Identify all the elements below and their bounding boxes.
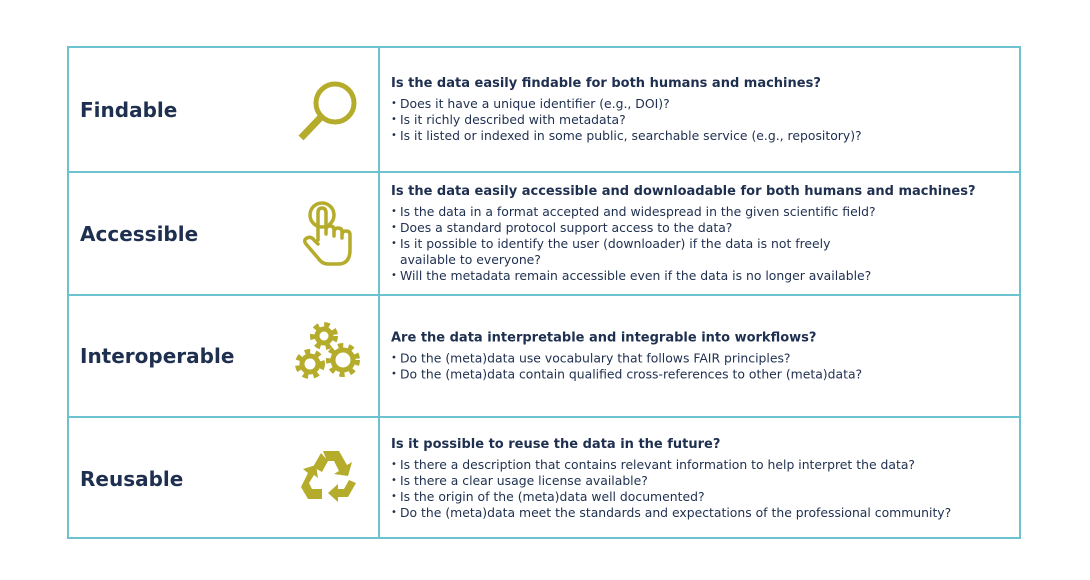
column-divider [378,48,380,171]
principle-content [391,75,1009,145]
recycle-icon [294,443,366,515]
criteria-item: • Do the (meta)data contain qualified cross-references to other (meta)data? [391,367,1009,383]
principle-name-reusable: Reusable [80,466,184,491]
criteria-list [391,350,1009,382]
gears-icon [294,320,366,392]
findable-row [69,48,1019,171]
principle-question: Is it possible to reuse the data in the future? [391,436,721,452]
principle-question: Are the data interpretable and integrable into workflows? [391,330,817,346]
criteria-item: • Is there a description that contains relevant information to help interpret the data? [391,457,1009,473]
interoperable-row [69,294,1019,416]
accessible-row [69,171,1019,294]
criteria-item: • Is the origin of the (meta)data well documented? [391,489,1009,505]
principle-content [391,436,1009,522]
principle-question: Is the data easily accessible and downloadable for both humans and machines? [391,183,976,199]
principle-content [391,329,1009,382]
criteria-item: • Is the data in a format accepted and widespread in the given scientific field? [391,203,1009,219]
criteria-item: • Do the (meta)data meet the standards and expectations of the professional community? [391,505,1009,521]
principle-name-findable: Findable [80,97,178,122]
criteria-item: • Do the (meta)data use vocabulary that follows FAIR principles? [391,350,1009,366]
column-divider [378,173,380,294]
magnifying-glass-icon [294,74,366,146]
criteria-item: • Will the metadata remain accessible even if the data is no longer available? [391,268,1009,284]
criteria-item: • Is it richly described with metadata? [391,112,1009,128]
principle-content [391,182,1009,284]
fair-principles-table [67,46,1021,539]
criteria-item: • Is there a clear usage license available? [391,473,1009,489]
criteria-list [391,457,1009,522]
column-divider [378,296,380,416]
pointing-hand-icon [294,198,366,270]
principle-name-accessible: Accessible [80,221,199,246]
column-divider [378,418,380,539]
criteria-item: • Does a standard protocol support access to the data? [391,220,1009,236]
criteria-item: • Is it listed or indexed in some public, searchable service (e.g., repository)? [391,128,1009,144]
principle-name-interoperable: Interoperable [80,344,235,368]
principle-question: Is the data easily findable for both humans and machines? [391,75,821,91]
reusable-row [69,416,1019,539]
criteria-list [391,203,1009,284]
criteria-item: • Is it possible to identify the user (downloader) if the data is not freely available to everyone? [391,236,1009,268]
criteria-item: • Does it have a unique identifier (e.g., DOI)? [391,96,1009,112]
criteria-list [391,96,1009,145]
